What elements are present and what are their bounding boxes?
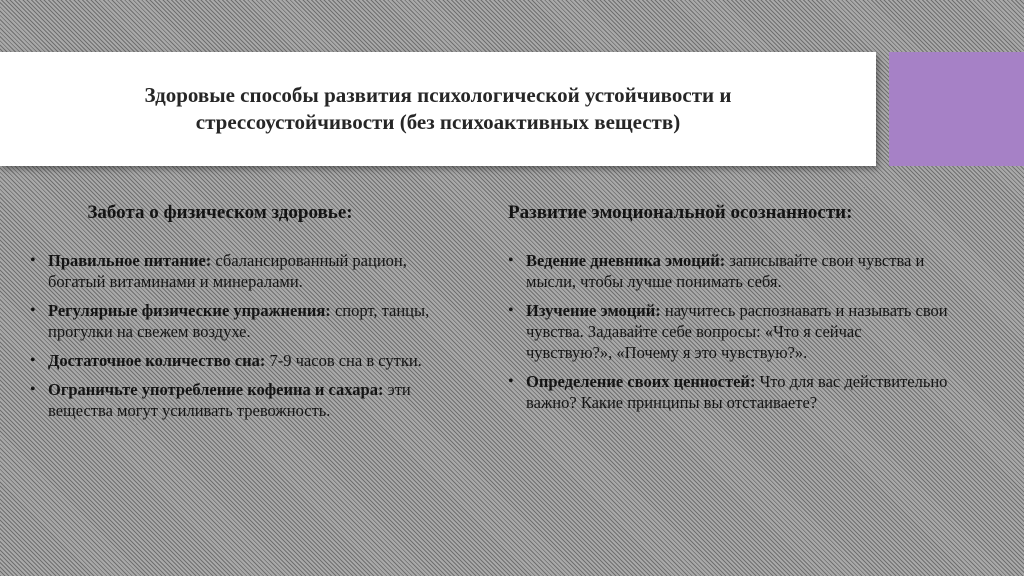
item-text: записывайте свои чувства и мысли, чтобы лучше понимать себя. (526, 251, 925, 291)
slide-title-line-2: стрессоустойчивости (без психоактивных веществ) (195, 110, 681, 134)
item-label: Ведение дневника эмоций: (526, 251, 726, 270)
accent-block (889, 52, 1024, 166)
bullet-icon: • (508, 373, 514, 390)
list-item (30, 379, 450, 421)
list-item (508, 250, 948, 292)
bullet-icon: • (30, 252, 36, 269)
bullet-icon: • (30, 302, 36, 319)
item-label: Определение своих ценностей: (526, 372, 756, 391)
physical-health-heading: Забота о физическом здоровье: (87, 202, 353, 223)
bullet-icon: • (30, 352, 36, 369)
item-text: 7-9 часов сна в сутки. (265, 351, 422, 370)
item-text: эти вещества могут усиливать тревожность. (48, 380, 411, 420)
item-label: Правильное питание: (48, 251, 212, 270)
emotional-awareness-heading: Развитие эмоциональной осознанности: (508, 202, 853, 223)
item-text: спорт, танцы, прогулки на свежем воздухе. (48, 301, 430, 341)
item-label: Достаточное количество сна: (48, 351, 266, 370)
physical-health-column (30, 200, 450, 429)
list-item (508, 371, 948, 413)
list-item (30, 300, 450, 342)
bullet-icon: • (508, 302, 514, 319)
title-box (0, 52, 876, 166)
item-label: Ограничьте употребление кофеина и сахара: (48, 380, 384, 399)
list-item (30, 250, 450, 292)
item-label: Изучение эмоций: (526, 301, 661, 320)
bullet-icon: • (30, 381, 36, 398)
slide-title-line-1: Здоровые способы развития психологической устойчивости и (144, 83, 732, 107)
list-item (508, 300, 948, 363)
emotional-awareness-column (508, 200, 948, 421)
bullet-icon: • (508, 252, 514, 269)
slide-title (78, 82, 798, 136)
item-text: Что для вас действительно важно? Какие принципы вы отстаиваете? (526, 372, 948, 412)
physical-health-list (30, 250, 450, 421)
emotional-awareness-list (508, 250, 948, 413)
item-label: Регулярные физические упражнения: (48, 301, 331, 320)
item-text: научитесь распознавать и называть свои чувства. Задавайте себе вопросы: «Что я сейчас чувствую?», «Почему я это чувствую?». (526, 301, 948, 362)
item-text: сбалансированный рацион, богатый витаминами и минералами. (48, 251, 407, 291)
list-item (30, 350, 450, 371)
